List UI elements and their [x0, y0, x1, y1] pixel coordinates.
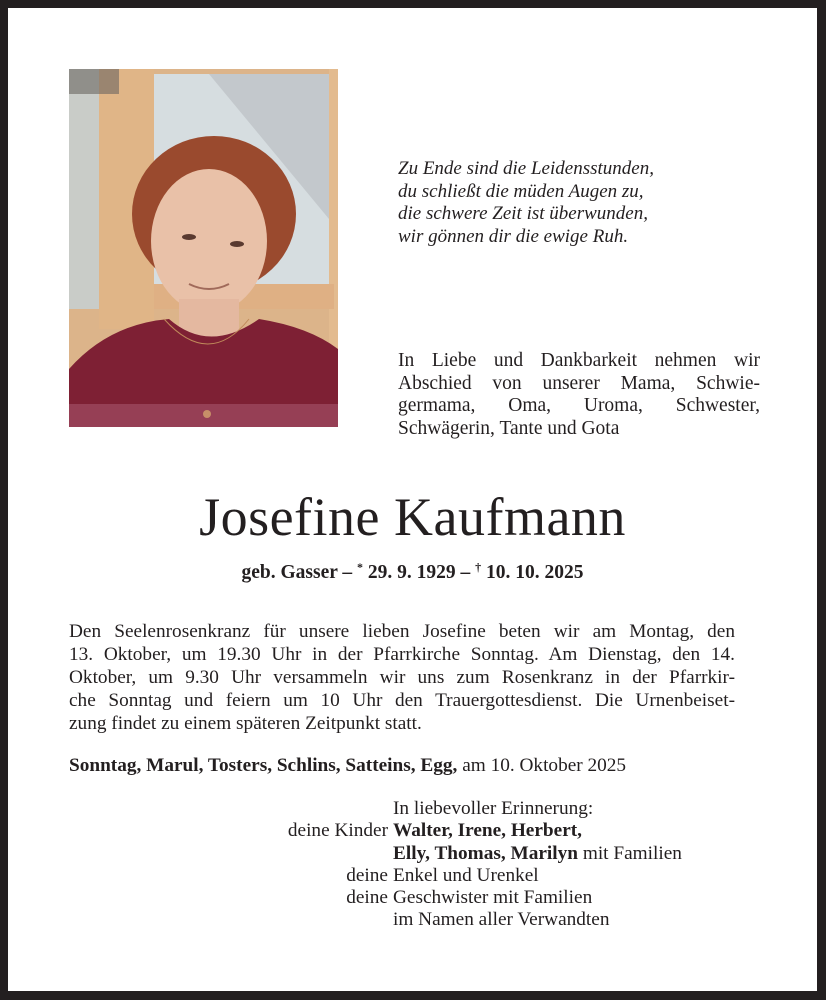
word: Liebe — [431, 350, 477, 371]
relation-names — [393, 820, 582, 842]
maiden-name: geb. Gasser — [241, 562, 338, 583]
death-cross-icon: † — [475, 560, 482, 574]
relation-label: deine — [346, 864, 388, 886]
names-bold: Walter, Irene, Herbert, — [393, 820, 583, 842]
line-text: Den Seelenrosenkranz für unsere lieben Josefine beten wir am Montag, den — [69, 621, 735, 642]
names-rest: Geschwister mit Familien — [393, 887, 593, 909]
intro-line — [398, 418, 760, 441]
relation-names — [393, 843, 682, 865]
memorial-verse — [398, 158, 654, 248]
paragraph-line — [69, 666, 735, 689]
word: Abschied — [398, 372, 472, 394]
paragraph-line — [69, 620, 735, 643]
names-rest: Enkel und Urenkel — [393, 864, 539, 886]
intro-line — [398, 395, 760, 418]
verse-line: Zu Ende sind die Leidensstunden, — [398, 158, 654, 179]
deceased-name: Josefine Kaufmann — [199, 487, 626, 547]
relation-names — [393, 865, 539, 887]
signature-row — [8, 820, 817, 842]
relation-label: deine — [346, 887, 388, 909]
signature-heading: In liebevoller Erinnerung: — [393, 798, 594, 819]
locations: Sonntag, Marul, Tosters, Schlins, Satteins, Egg, — [69, 755, 458, 776]
word: Schwägerin, Tante und Gota — [398, 417, 620, 439]
word: Schwie- — [696, 372, 760, 394]
service-paragraph — [69, 620, 735, 735]
separator: – — [460, 562, 471, 583]
word: germama, — [398, 395, 476, 416]
intro-line — [398, 350, 760, 373]
word: Schwester, — [675, 395, 760, 416]
relation-label — [8, 843, 393, 865]
birth-symbol: * — [357, 560, 364, 574]
obituary-page — [8, 8, 817, 991]
verse-line: du schließt die müden Augen zu, — [398, 180, 644, 202]
farewell-intro — [398, 350, 760, 440]
signature-row — [8, 887, 817, 909]
verse-line: wir gönnen dir die ewige Ruh. — [398, 225, 629, 247]
word: und — [493, 350, 524, 371]
paragraph-line — [69, 712, 735, 735]
places-and-date — [69, 754, 626, 778]
notice-date: am 10. Oktober 2025 — [462, 755, 627, 776]
word: Uroma, — [583, 395, 643, 416]
signature-row — [8, 843, 817, 865]
line-text: che Sonntag und feiern um 10 Uhr den Trauergottesdienst. Die Urnenbeiset- — [69, 690, 735, 711]
line-text: 13. Oktober, um 19.30 Uhr in der Pfarrkirche Sonntag. Am Dienstag, den 14. — [69, 644, 735, 665]
separator: – — [342, 562, 353, 583]
relation-names — [393, 909, 609, 931]
intro-line — [398, 373, 760, 396]
names-rest: im Namen aller Verwandten — [393, 909, 610, 931]
birth-date: 29. 9. 1929 — [367, 562, 456, 583]
signature-row — [8, 909, 817, 931]
signature-row — [8, 865, 817, 887]
word: wir — [733, 350, 760, 371]
signature-heading-row — [8, 798, 817, 820]
names-rest: mit Familien — [578, 842, 682, 864]
word: Mama, — [620, 372, 676, 394]
death-date: 10. 10. 2025 — [486, 562, 584, 583]
word: In — [398, 350, 415, 371]
portrait-photo — [69, 69, 338, 427]
word: von — [492, 372, 522, 394]
line-text: zung findet zu einem späteren Zeitpunkt statt. — [69, 713, 422, 734]
relation-label: deine Kinder — [287, 820, 388, 842]
paragraph-line — [69, 643, 735, 666]
names-bold: Elly, Thomas, Marilyn — [393, 842, 578, 864]
word: unserer — [542, 372, 600, 394]
word: nehmen — [654, 350, 717, 371]
verse-line: die schwere Zeit ist überwunden, — [398, 203, 648, 224]
relation-names — [393, 887, 592, 909]
relation-label — [8, 909, 393, 931]
signature-block — [8, 798, 817, 932]
life-dates — [8, 555, 817, 585]
word: Oma, — [508, 395, 552, 416]
portrait-image — [69, 69, 338, 427]
label-spacer — [8, 798, 393, 820]
line-text: Oktober, um 9.30 Uhr versammeln wir uns zum Rosenkranz in der Pfarrkir- — [69, 667, 735, 688]
word: Dankbarkeit — [540, 350, 638, 371]
paragraph-line — [69, 689, 735, 712]
